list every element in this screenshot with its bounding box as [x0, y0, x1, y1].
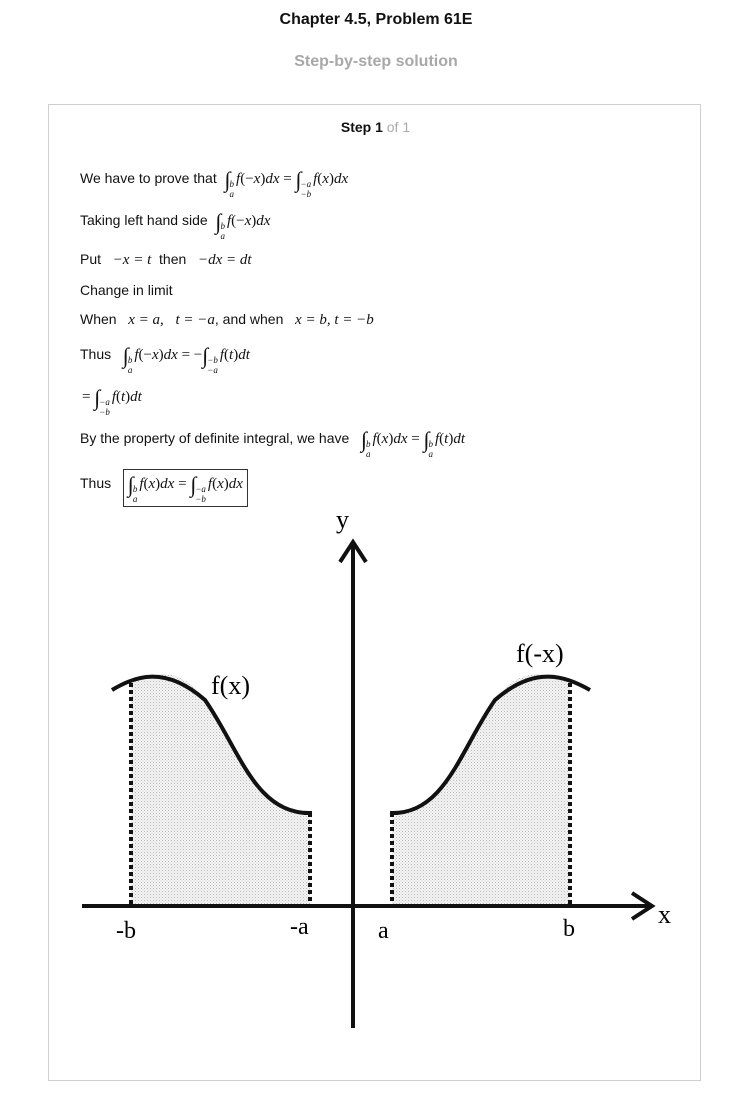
curve-f-x-label: f(x) — [211, 671, 250, 700]
then-text: then — [159, 251, 187, 267]
right-shaded-area — [392, 674, 570, 906]
lhs-line: Taking left hand side ∫ b a f(−x)dx — [80, 209, 271, 241]
when-eq-2: t = −a — [175, 312, 215, 328]
put-text: Put — [80, 251, 102, 267]
and-when-text: , and when — [214, 311, 284, 327]
when-text: When — [80, 311, 117, 327]
equals-line: = ∫ −a −b f(t)dt — [82, 385, 142, 417]
step-count: of 1 — [386, 119, 411, 135]
step-label: Step 1 — [340, 119, 383, 135]
final-result-box: ∫ b a f(x)dx = ∫ −a −b f(x)dx — [123, 469, 248, 507]
tick-neg-a-label: -a — [290, 914, 309, 940]
then-equation: −dx = dt — [197, 252, 252, 268]
property-line: By the property of definite integral, we have ∫ b a f(x)dx = ∫ b a f(t)dt — [80, 427, 466, 459]
tick-a-label: a — [378, 918, 389, 944]
put-equation: −x = t — [112, 252, 152, 268]
page-title: Chapter 4.5, Problem 61E — [279, 11, 473, 28]
when-eq-3: x = b, t = −b — [295, 312, 374, 328]
tick-neg-b-label: -b — [116, 918, 136, 944]
page-subtitle: Step-by-step solution — [294, 53, 458, 70]
left-shaded-area — [131, 674, 310, 906]
prove-text: We have to prove that — [80, 170, 217, 186]
property-text: By the property of definite integral, we have — [80, 430, 350, 446]
when-eq-1: x = a, — [128, 312, 164, 328]
thus2-text: Thus — [80, 475, 112, 491]
y-axis-label: y — [336, 505, 349, 534]
change-line: Change in limit — [80, 282, 173, 298]
prove-line: We have to prove that ∫ b a f(−x)dx = ∫ −a −b f(x)dx — [80, 167, 349, 199]
tick-b-label: b — [563, 916, 575, 942]
thus-text: Thus — [80, 346, 112, 362]
thus-line: Thus ∫ b a f(−x)dx = −∫ −b −a f(t)dt — [80, 343, 250, 375]
x-axis-label: x — [658, 900, 671, 929]
curve-f-neg-x-label: f(-x) — [516, 639, 564, 668]
lhs-text: Taking left hand side — [80, 212, 208, 228]
